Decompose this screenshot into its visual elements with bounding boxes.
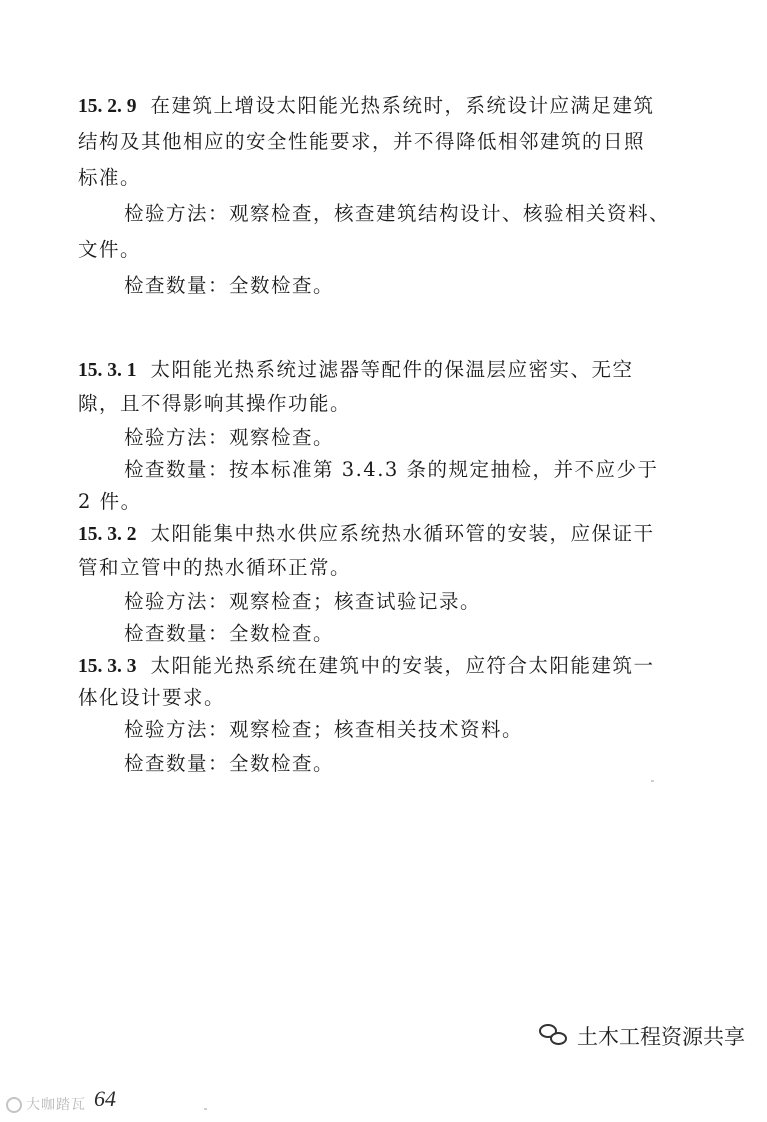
clause-15-2-9-line-2: 结构及其他相应的安全性能要求，并不得降低相邻建筑的日照 (78, 130, 646, 153)
watermark-left: 大咖踏瓦 (6, 1094, 86, 1114)
speck (651, 780, 654, 782)
inspection-method-line-1: 检验方法：观察检查，核查建筑结构设计、核验相关资料、 (124, 202, 671, 225)
section-heading (0, 310, 767, 335)
clause-15-3-3-line-1: 15. 3. 3 太阳能光热系统在建筑中的安装，应符合太阳能建筑一 (78, 654, 655, 677)
inspection-method-line-2: 文件。 (78, 238, 142, 261)
inspection-quantity: 检查数量：全数检查。 (124, 274, 335, 297)
clause-15-2-9-line-3: 标准。 (78, 166, 142, 189)
speck (204, 1108, 207, 1110)
clause-number: 15. 3. 3 (78, 656, 137, 677)
inspection-method: 检验方法：观察检查；核查试验记录。 (124, 590, 482, 613)
watermark-logo-icon (6, 1097, 22, 1113)
inspection-method: 检验方法：观察检查。 (124, 426, 335, 449)
inspection-quantity-line-2: 2 件。 (78, 490, 142, 513)
inspection-quantity-line-1: 检查数量：按本标准第 3.4.3 条的规定抽检，并不应少于 (124, 458, 659, 481)
watermark-right (539, 1021, 745, 1051)
inspection-quantity: 检查数量：全数检查。 (124, 622, 335, 645)
wechat-icon (539, 1024, 569, 1048)
clause-15-3-2-line-1: 15. 3. 2 太阳能集中热水供应系统热水循环管的安装，应保证干 (78, 522, 655, 545)
clause-number: 15. 2. 9 (78, 96, 137, 117)
inspection-quantity: 检查数量：全数检查。 (124, 752, 335, 775)
clause-15-2-9-line-1: 15. 2. 9 在建筑上增设太阳能光热系统时，系统设计应满足建筑 (78, 94, 655, 117)
watermark-account-name: 土木工程资源共享 (577, 1025, 745, 1049)
inspection-method: 检验方法：观察检查；核查相关技术资料。 (124, 718, 524, 741)
clause-number: 15. 3. 2 (78, 524, 137, 545)
page-number: 64 (94, 1086, 116, 1111)
clause-15-3-1-line-2: 隙，且不得影响其操作功能。 (78, 392, 352, 415)
clause-15-3-3-line-2: 体化设计要求。 (78, 686, 226, 709)
clause-15-3-1-line-1: 15. 3. 1 太阳能光热系统过滤器等配件的保温层应密实、无空 (78, 358, 634, 381)
clause-15-3-2-line-2: 管和立管中的热水循环正常。 (78, 556, 352, 579)
clause-number: 15. 3. 1 (78, 360, 137, 381)
